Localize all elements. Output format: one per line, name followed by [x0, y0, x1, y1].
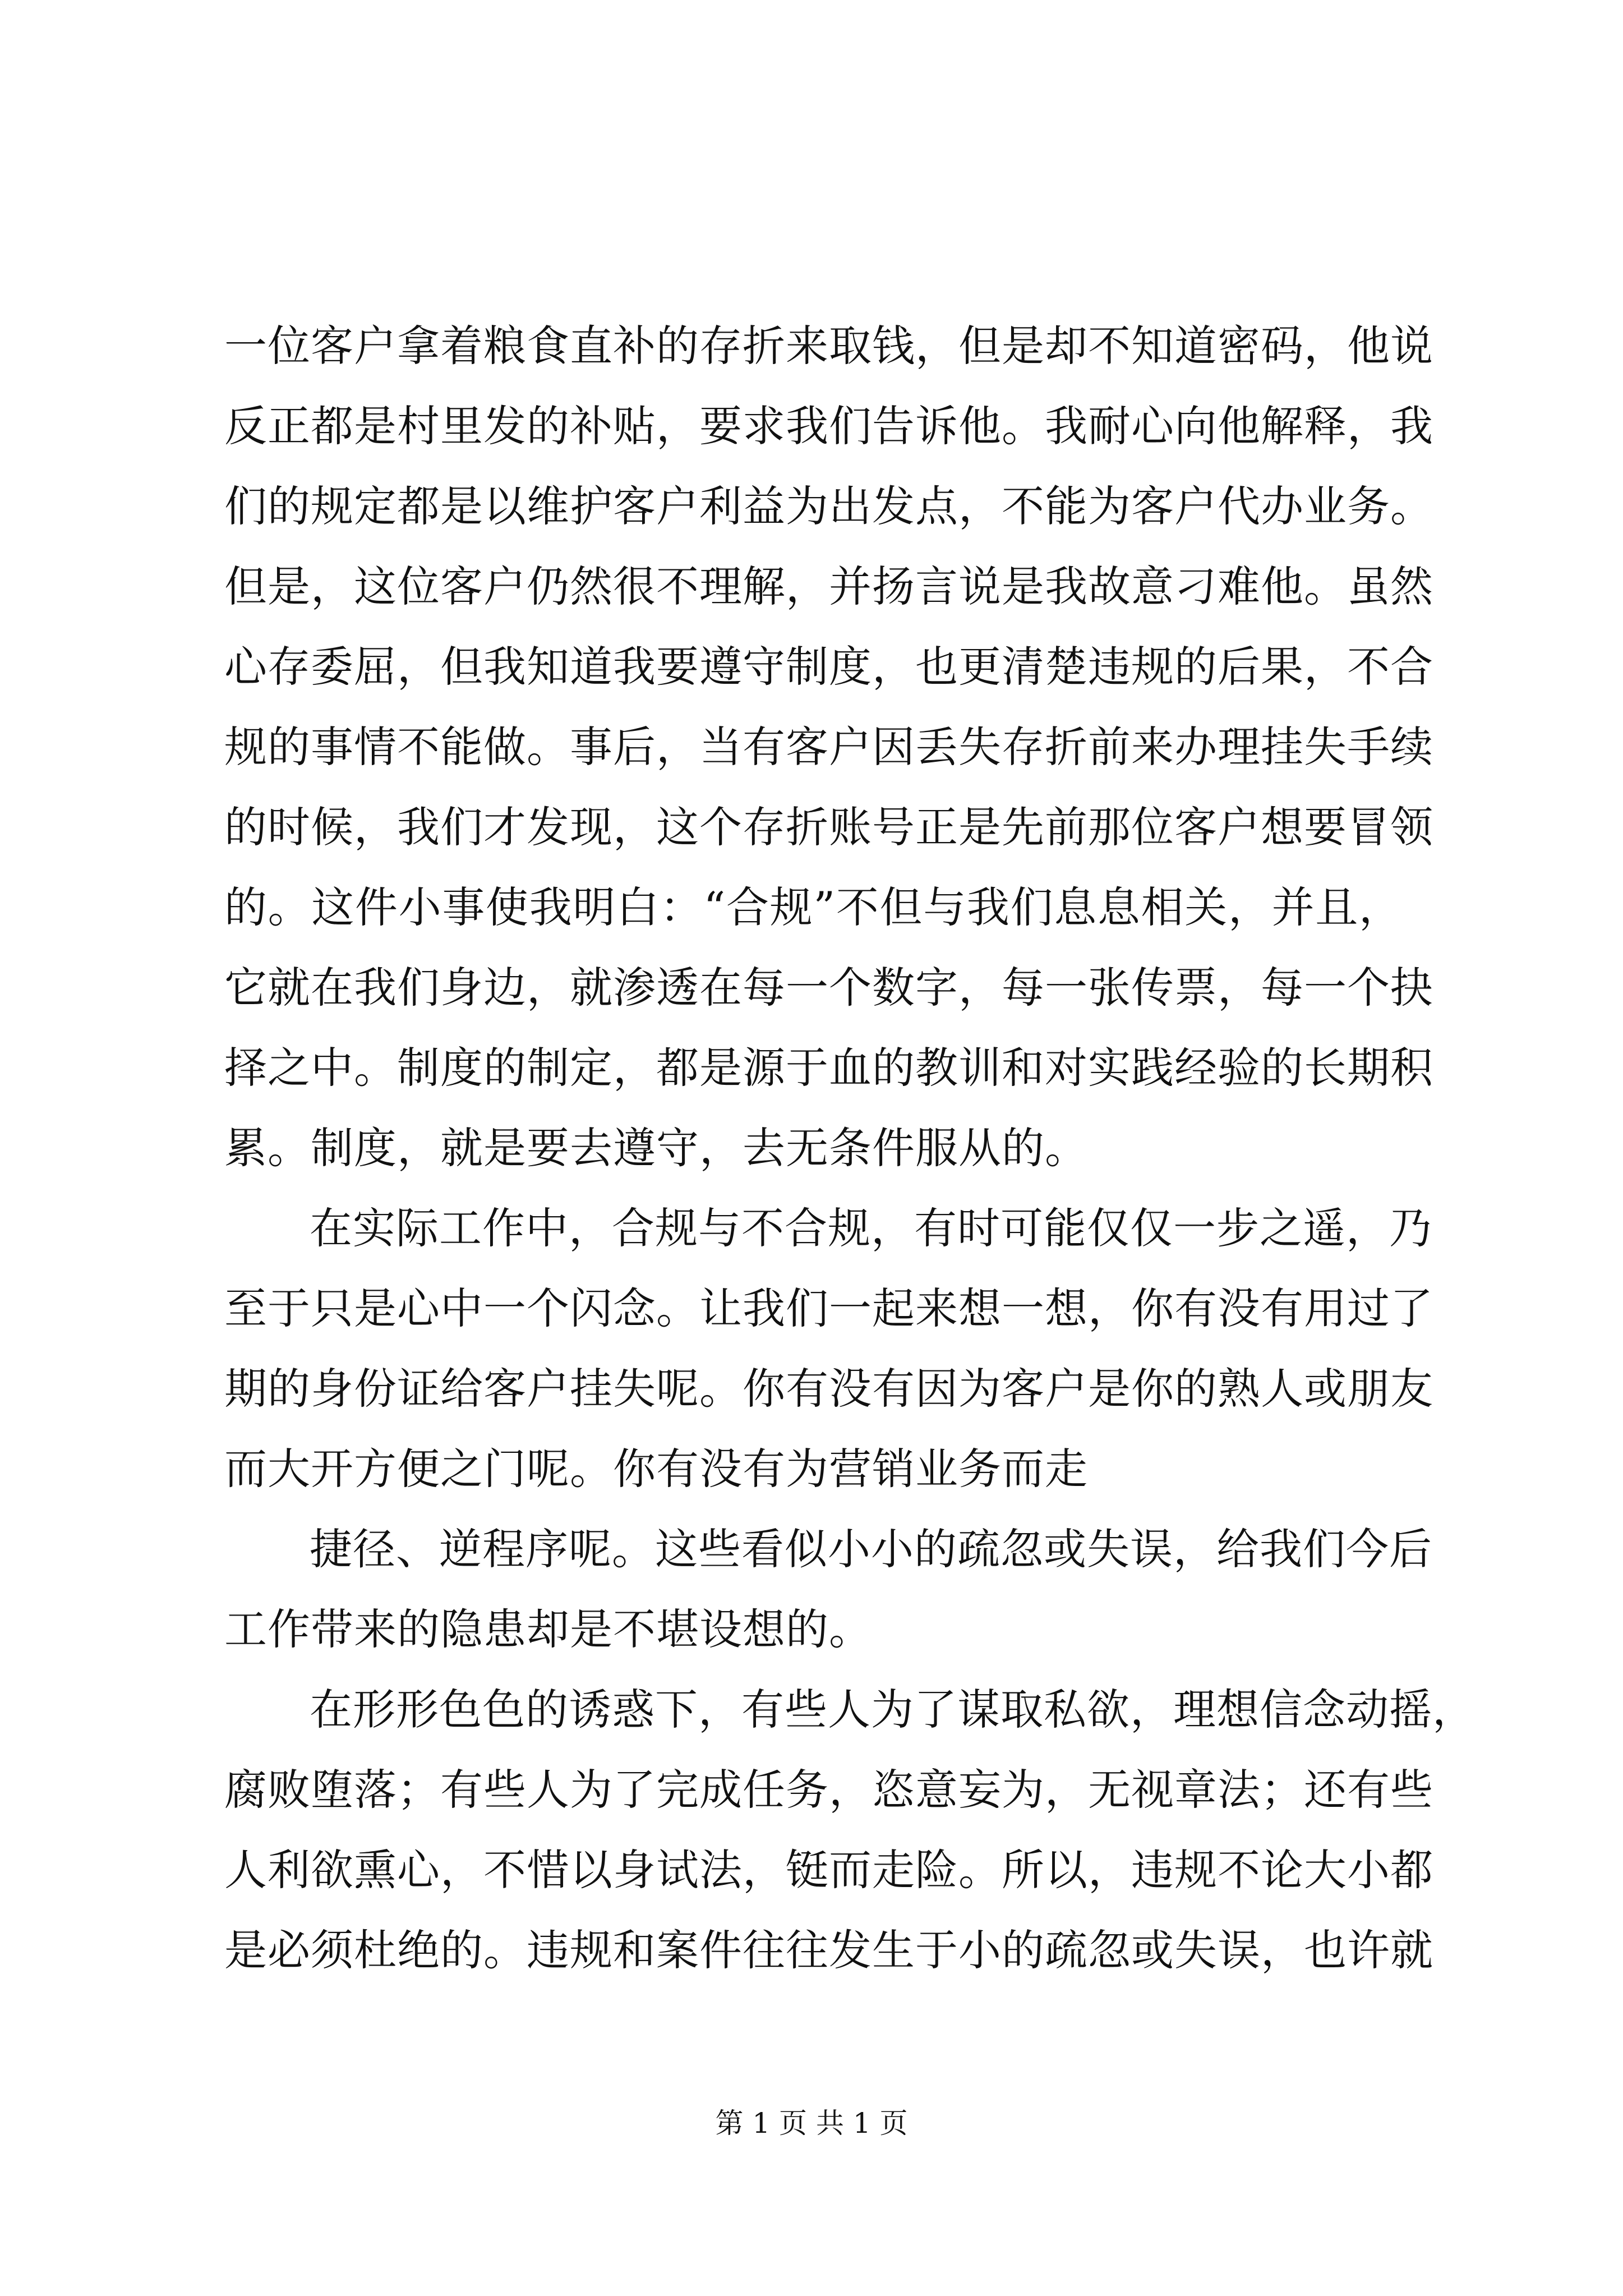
- text-line: 它就在我们身边，就渗透在每一个数字，每一张传票，每一个抉: [224, 963, 1433, 1013]
- text-line: 们的规定都是以维护客户利益为出发点，不能为客户代办业务。: [224, 481, 1433, 531]
- text-line-indented: 在实际工作中，合规与不合规，有时可能仅仅一步之遥，乃: [310, 1203, 1432, 1253]
- text-line: 而大开方便之门呢。你有没有为营销业务而走: [224, 1444, 1088, 1494]
- text-line: 至于只是心中一个闪念。让我们一起来想一想，你有没有用过了: [224, 1283, 1433, 1333]
- text-line: 腐败堕落；有些人为了完成任务，恣意妄为，无视章法；还有些: [224, 1765, 1433, 1815]
- text-line: 人利欲熏心，不惜以身试法，铤而走险。所以，违规不论大小都: [224, 1845, 1433, 1895]
- page-footer: 第 1 页 共 1 页: [715, 2107, 908, 2139]
- text-line: 择之中。制度的制定，都是源于血的教训和对实践经验的长期积: [224, 1043, 1433, 1093]
- text-line: 的。这件小事使我明白：“合规”不但与我们息息相关，并且，: [224, 882, 1402, 932]
- text-line: 期的身份证给客户挂失呢。你有没有因为客户是你的熟人或朋友: [224, 1364, 1433, 1414]
- text-line: 心存委屈，但我知道我要遵守制度，也更清楚违规的后果，不合: [224, 642, 1433, 692]
- text-line: 规的事情不能做。事后，当有客户因丢失存折前来办理挂失手续: [224, 722, 1433, 772]
- text-line: 工作带来的隐患却是不堪设想的。: [224, 1604, 872, 1654]
- text-line: 累。制度，就是要去遵守，去无条件服从的。: [224, 1123, 1088, 1173]
- text-line: 是必须杜绝的。违规和案件往往发生于小的疏忽或失误，也许就: [224, 1925, 1433, 1975]
- document-body: [224, 306, 1476, 1990]
- text-line: 反正都是村里发的补贴，要求我们告诉他。我耐心向他解释，我: [224, 401, 1433, 451]
- text-line: 一位客户拿着粮食直补的存折来取钱，但是却不知道密码，他说: [224, 321, 1433, 371]
- text-line: 的时候，我们才发现，这个存折账号正是先前那位客户想要冒领: [224, 802, 1433, 852]
- text-line-indented: 捷径、逆程序呢。这些看似小小的疏忽或失误，给我们今后: [310, 1524, 1432, 1574]
- text-line: 但是，这位客户仍然很不理解，并扬言说是我故意刁难他。虽然: [224, 562, 1433, 611]
- text-line-indented: 在形形色色的诱惑下，有些人为了谋取私欲，理想信念动摇，: [310, 1685, 1476, 1734]
